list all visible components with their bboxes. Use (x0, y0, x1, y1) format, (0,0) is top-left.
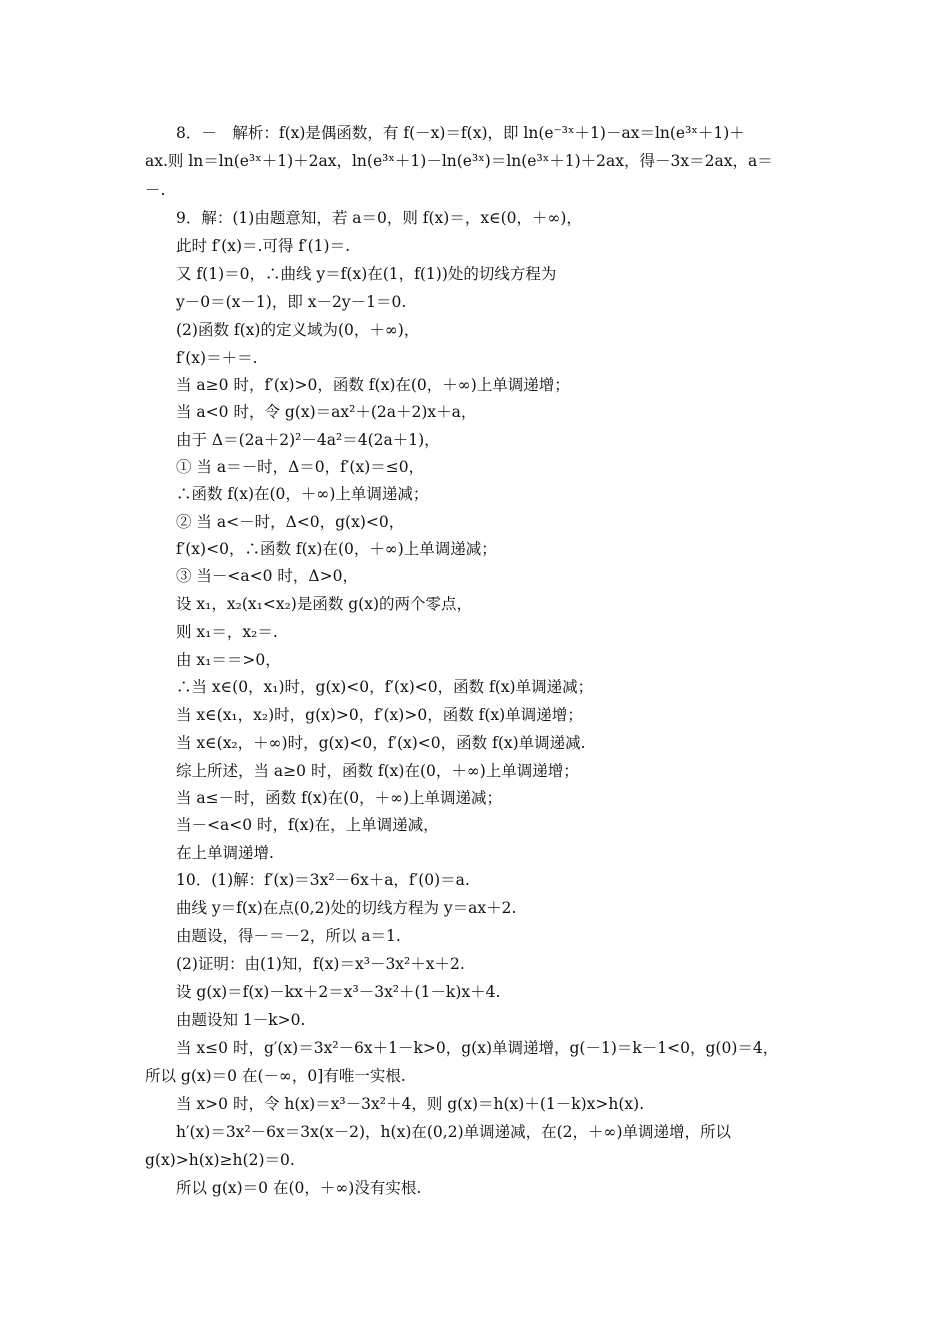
text-line: ax.则 ln＝ln(e³ˣ＋1)＋2ax，ln(e³ˣ＋1)－ln(e³ˣ)＝ln(e³ˣ＋1)＋2ax，得－3x＝2ax，a＝ (145, 152, 773, 170)
text-line: 当 x∈(x₂，＋∞)时，g(x)<0，f′(x)<0，函数 f(x)单调递减. (176, 734, 586, 752)
text-line: ① 当 a＝－时，Δ＝0，f′(x)＝≤0， (176, 458, 425, 476)
text-line: 曲线 y＝f(x)在点(0,2)处的切线方程为 y＝ax＋2. (176, 899, 517, 917)
text-line: y－0＝(x－1)，即 x－2y－1＝0. (176, 293, 407, 311)
text-line: ∴函数 f(x)在(0，＋∞)上单调递减； (176, 485, 429, 503)
text-line: g(x)>h(x)≥h(2)＝0. (145, 1151, 295, 1169)
text-line: 当 a≤－时，函数 f(x)在(0，＋∞)上单调递减； (176, 789, 503, 807)
text-line: 10．(1)解：f′(x)＝3x²－6x＋a，f′(0)＝a. (176, 871, 470, 889)
text-line: 则 x₁＝，x₂＝. (176, 623, 278, 641)
text-line: ② 当 a<－时，Δ<0，g(x)<0， (176, 513, 405, 531)
text-line: 设 g(x)＝f(x)－kx＋2＝x³－3x²＋(1－k)x＋4. (176, 983, 501, 1001)
text-line: 由题设，得－＝－2，所以 a＝1. (176, 927, 401, 945)
text-line: 9．解：(1)由题意知，若 a＝0，则 f(x)＝，x∈(0，＋∞)， (176, 209, 582, 227)
text-line: 所以 g(x)＝0 在(－∞，0]有唯一实根. (145, 1067, 406, 1085)
text-line: ∴当 x∈(0，x₁)时，g(x)<0，f′(x)<0，函数 f(x)单调递减； (176, 678, 594, 696)
text-line: 设 x₁，x₂(x₁<x₂)是函数 g(x)的两个零点， (176, 595, 473, 613)
text-line: 8．－ 解析：f(x)是偶函数，有 f(－x)＝f(x)，即 ln(e⁻³ˣ＋1)－ax＝ln(e³ˣ＋1)＋ (176, 124, 745, 142)
text-line: 当 x≤0 时，g′(x)＝3x²－6x＋1－k>0，g(x)单调递增，g(－1)＝k－1<0，g(0)＝4， (176, 1039, 779, 1057)
text-line: (2)证明：由(1)知，f(x)＝x³－3x²＋x＋2. (176, 955, 465, 973)
text-line: 当 x>0 时，令 h(x)＝x³－3x²＋4，则 g(x)＝h(x)＋(1－k)x>h(x). (176, 1095, 645, 1113)
text-line: 由 x₁＝＝>0， (176, 651, 281, 669)
text-line: h′(x)＝3x²－6x＝3x(x－2)，h(x)在(0,2)单调递减，在(2，＋∞)单调递增，所以 (176, 1123, 731, 1141)
text-line: 此时 f′(x)＝.可得 f′(1)＝. (176, 237, 351, 255)
text-line: 当－<a<0 时，f(x)在，上单调递减， (176, 816, 439, 834)
text-line: －. (145, 181, 166, 199)
text-line: (2)函数 f(x)的定义域为(0，＋∞)， (176, 321, 420, 339)
text-line: 由题设知 1－k>0. (176, 1011, 306, 1029)
text-line: 当 x∈(x₁，x₂)时，g(x)>0，f′(x)>0，函数 f(x)单调递增； (176, 706, 583, 724)
text-line: 在上单调递增. (176, 844, 274, 862)
text-line: f′(x)＝＋＝. (176, 349, 258, 367)
text-line: 当 a<0 时，令 g(x)＝ax²＋(2a＋2)x＋a， (176, 403, 477, 421)
text-line: f′(x)<0，∴函数 f(x)在(0，＋∞)上单调递减； (176, 540, 497, 558)
text-line: 又 f(1)＝0，∴曲线 y＝f(x)在(1，f(1))处的切线方程为 (176, 265, 557, 283)
text-line: 所以 g(x)＝0 在(0，＋∞)没有实根. (176, 1179, 422, 1197)
text-line: 由于 Δ＝(2a＋2)²－4a²＝4(2a＋1)， (176, 431, 440, 449)
text-line: ③ 当－<a<0 时，Δ>0， (176, 567, 358, 585)
text-line: 综上所述，当 a≥0 时，函数 f(x)在(0，＋∞)上单调递增； (176, 762, 579, 780)
text-line: 当 a≥0 时，f′(x)>0，函数 f(x)在(0，＋∞)上单调递增； (176, 376, 570, 394)
